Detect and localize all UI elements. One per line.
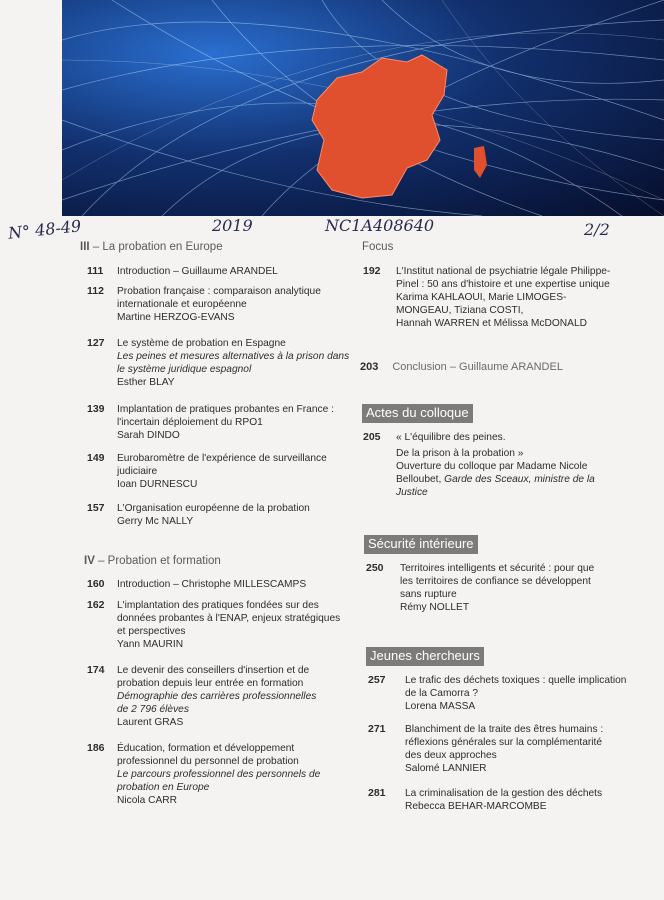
entry-title: judiciaire [117, 466, 158, 477]
section-number: IV [84, 555, 95, 567]
entry-title: Eurobaromètre de l'expérience de surveillance [117, 453, 327, 464]
entry-author: Rémy NOLLET [400, 602, 470, 613]
section-title-formation [84, 555, 221, 567]
entry-title: et perspectives [117, 626, 186, 637]
entry-author: Ioan DURNESCU [117, 479, 198, 490]
entry-title: « L'équilibre des peines. [396, 432, 506, 443]
entry-author: Karima KAHLAOUI, Marie LIMOGES- [396, 292, 567, 303]
cover-globe-image [62, 0, 664, 216]
entry-title: l'incertain déploiement du RPO1 [117, 417, 263, 428]
page-number: 162 [87, 599, 105, 611]
page-number: 157 [87, 502, 105, 514]
handwritten-year: 2019 [212, 216, 253, 235]
entry-subtitle: Le parcours professionnel des personnels de [117, 769, 321, 780]
page-number: 186 [87, 742, 105, 754]
page-number: 174 [87, 664, 105, 676]
entry-author: Gerry Mc NALLY [117, 516, 194, 527]
entry-subtitle: Démographie des carrières professionnelles [117, 691, 317, 702]
entry-author: Lorena MASSA [405, 701, 476, 712]
toc-entry-203 [360, 361, 563, 373]
page-number: 149 [87, 452, 105, 464]
entry-author-role: Garde des Sceaux, ministre de la [444, 474, 595, 485]
entry-subtitle: de 2 796 élèves [117, 704, 189, 715]
entry-author-role: Justice [396, 487, 428, 498]
entry-title: professionnel du personnel de probation [117, 756, 299, 767]
entry-title: internationale et européenne [117, 299, 247, 310]
entry-subtitle: Les peines et mesures alternatives à la prison dans [117, 351, 350, 362]
section-title-focus [362, 241, 393, 253]
entry-title: L'Institut national de psychiatrie légale Philippe- [396, 266, 611, 277]
entry-author: Ouverture du colloque par Madame Nicole [396, 461, 588, 472]
page-number: 139 [87, 403, 105, 415]
entry-title: Introduction – Christophe MILLESCAMPS [117, 579, 307, 590]
entry-title: L'Organisation européenne de la probation [117, 503, 310, 514]
page-number: 205 [363, 431, 381, 443]
entry-title: Le trafic des déchets toxiques : quelle implication [405, 675, 627, 686]
section-number: III [80, 241, 90, 253]
corsica-shape [474, 146, 487, 178]
handwritten-reference: NC1A408640 [325, 216, 435, 235]
entry-title: probation depuis leur entrée en formation [117, 678, 304, 689]
section-label: – Probation et formation [98, 555, 221, 567]
entry-title: Le système de probation en Espagne [117, 338, 286, 349]
page-number: 257 [368, 674, 386, 686]
entry-title: L'implantation des pratiques fondées sur des [117, 600, 319, 611]
entry-title: Conclusion – Guillaume ARANDEL [392, 361, 563, 373]
entry-title: Blanchiment de la traite des êtres humains : [405, 724, 604, 735]
entry-author: Rebecca BEHAR-MARCOMBE [405, 801, 547, 812]
entry-title: de la Camorra ? [405, 688, 479, 699]
entry-author: Hannah WARREN et Mélissa McDONALD [396, 318, 587, 329]
section-banner-securite: Sécurité intérieure [364, 535, 478, 554]
entry-author: Belloubet, [396, 474, 445, 485]
handwritten-page: 2/2 [584, 220, 610, 239]
entry-subtitle: probation en Europe [117, 782, 210, 793]
entry-title: La criminalisation de la gestion des déchets [405, 788, 603, 799]
entry-title: Implantation de pratiques probantes en France : [117, 404, 334, 415]
entry-author: Esther BLAY [117, 377, 175, 388]
france-map-shape [312, 55, 447, 198]
entry-author: Sarah DINDO [117, 430, 180, 441]
entry-author: Nicola CARR [117, 795, 178, 806]
page-number: 250 [366, 562, 384, 574]
entry-title: Introduction – Guillaume ARANDEL [117, 266, 278, 277]
entry-title: Éducation, formation et développement [117, 743, 295, 754]
page-number: 111 [87, 265, 104, 277]
page-number: 160 [87, 578, 105, 590]
section-title-europe [80, 241, 223, 253]
entry-title: sans rupture [400, 589, 457, 600]
page-number: 271 [368, 723, 386, 735]
entry-title: données probantes à l'ENAP, enjeux stratégiques [117, 613, 341, 624]
entry-title: Le devenir des conseillers d'insertion et de [117, 665, 310, 676]
entry-subtitle: le système juridique espagnol [117, 364, 252, 375]
globe-illustration [62, 0, 664, 216]
page-number: 192 [363, 265, 381, 277]
handwritten-issue-number: N° 48-49 [7, 216, 83, 243]
entry-author: Laurent GRAS [117, 717, 184, 728]
page-number: 281 [368, 787, 386, 799]
entry-title: des deux approches [405, 750, 497, 761]
entry-title: De la prison à la probation » [396, 448, 524, 459]
entry-title: les territoires de confiance se développent [400, 576, 591, 587]
entry-author: MONGEAU, Tiziana COSTI, [396, 305, 524, 316]
entry-author: Martine HERZOG-EVANS [117, 312, 235, 323]
page-number: 127 [87, 337, 105, 349]
entry-title: réflexions générales sur la complémentarité [405, 737, 603, 748]
entry-author: Salomé LANNIER [405, 763, 487, 774]
entry-author: Yann MAURIN [117, 639, 184, 650]
section-banner-jeunes: Jeunes chercheurs [366, 647, 484, 666]
entry-title: Territoires intelligents et sécurité : pour que [400, 563, 595, 574]
section-label: Focus [362, 241, 394, 253]
section-banner-actes: Actes du colloque [362, 404, 473, 423]
page-number: 112 [87, 285, 104, 297]
entry-title: Probation française : comparaison analytique [117, 286, 321, 297]
page-number: 203 [360, 361, 379, 373]
entry-title: Pinel : 50 ans d'histoire et une expertise unique [396, 279, 610, 290]
section-label: – La probation en Europe [92, 241, 223, 253]
